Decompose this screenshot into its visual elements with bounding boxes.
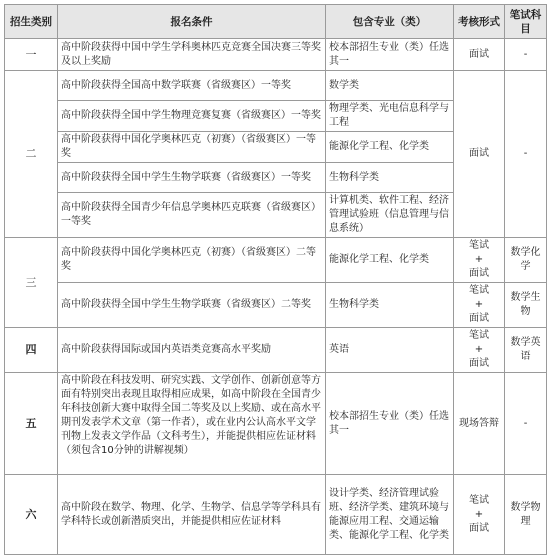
condition-cell: 高中阶段获得全国中学生生物学联赛（省级赛区）二等奖 (58, 283, 326, 328)
exam-plus: + (474, 254, 484, 265)
exam-interview: 面试 (469, 358, 489, 369)
exam-interview: 面试 (469, 313, 489, 324)
table-row (5, 71, 547, 101)
majors-cell: 校本部招生专业（类）任选其一 (326, 39, 454, 71)
majors-cell: 设计学类、经济管理试验班、经济学类、建筑环境与能源应用工程、交通运输类、能源化学工程、化学类 (326, 475, 454, 555)
table-row (5, 238, 547, 283)
majors-cell: 能源化学工程、化学类 (326, 238, 454, 283)
exam-form-cell: 面试 (454, 39, 505, 71)
table-row (5, 39, 547, 71)
exam-interview: 面试 (469, 268, 489, 279)
header-exam-form: 考核形式 (454, 5, 505, 39)
condition-cell: 高中阶段获得全国中学生生物学联赛（省级赛区）一等奖 (58, 163, 326, 193)
header-written-subjects: 笔试科目 (505, 5, 547, 39)
exam-form-cell (454, 328, 505, 373)
table-row (5, 373, 547, 475)
exam-plus: + (474, 508, 484, 520)
written-subjects-cell: 数学生物 (505, 283, 547, 328)
majors-cell: 生物科学类 (326, 283, 454, 328)
majors-cell: 生物科学类 (326, 163, 454, 193)
condition-cell: 高中阶段在科技发明、研究实践、文学创作、创新创意等方面有特别突出表现且取得相应成果，如高中阶段在全国青少年科技创新大赛中取得全国二等奖及以上奖励、或在高水平期刊发表学术文章（第一作者），或在业内公认高水平文学刊物上发表文学作品（文科考生），并能提供相应佐证材料（须包含10分钟的讲解视频） (58, 373, 326, 475)
exam-written: 笔试 (469, 240, 489, 251)
condition-cell: 高中阶段获得中国化学奥林匹克（初赛）（省级赛区）二等奖 (58, 238, 326, 283)
majors-cell: 数学类 (326, 71, 454, 101)
written-subjects-cell: - (505, 39, 547, 71)
majors-cell: 物理学类、光电信息科学与工程 (326, 101, 454, 132)
condition-cell: 高中阶段获得全国中学生物理竞赛复赛（省级赛区）一等奖 (58, 101, 326, 132)
table-row (5, 283, 547, 328)
condition-cell: 高中阶段获得中国化学奥林匹克（初赛）（省级赛区）一等奖 (58, 132, 326, 163)
exam-form-cell (454, 283, 505, 328)
category-cell: 四 (5, 328, 58, 373)
majors-cell: 校本部招生专业（类）任选其一 (326, 373, 454, 475)
header-condition: 报名条件 (58, 5, 326, 39)
majors-cell: 计算机类、软件工程、经济管理试验班（信息管理与信息系统） (326, 193, 454, 238)
category-cell: 六 (5, 475, 58, 555)
condition-cell: 高中阶段获得全国高中数学联赛（省级赛区）一等奖 (58, 71, 326, 101)
written-subjects-cell: 数学物理 (505, 475, 547, 555)
exam-form-cell (454, 238, 505, 283)
header-category: 招生类别 (5, 5, 58, 39)
category-cell: 二 (5, 71, 58, 238)
condition-cell: 高中阶段获得全国青少年信息学奥林匹克联赛（省级赛区）一等奖 (58, 193, 326, 238)
exam-form-cell (454, 475, 505, 555)
exam-plus: + (474, 344, 484, 355)
majors-cell: 能源化学工程、化学类 (326, 132, 454, 163)
exam-written: 笔试 (469, 330, 489, 341)
table-row (5, 328, 547, 373)
category-cell: 三 (5, 238, 58, 328)
condition-cell: 高中阶段获得国际或国内英语类竞赛高水平奖励 (58, 328, 326, 373)
condition-cell: 高中阶段在数学、物理、化学、生物学、信息学等学科具有学科特长或创新潜质突出，并能提供相应佐证材料 (58, 475, 326, 555)
header-majors: 包含专业（类） (326, 5, 454, 39)
written-subjects-cell: - (505, 373, 547, 475)
written-subjects-cell: 数学化学 (505, 238, 547, 283)
admission-table (4, 4, 547, 555)
exam-interview: 面试 (469, 522, 489, 534)
written-subjects-cell: - (505, 71, 547, 238)
majors-cell: 英语 (326, 328, 454, 373)
table-row (5, 475, 547, 555)
category-cell: 一 (5, 39, 58, 71)
table-header-row (5, 5, 547, 39)
category-cell: 五 (5, 373, 58, 475)
exam-written: 笔试 (469, 494, 489, 506)
condition-cell: 高中阶段获得中国中学生学科奥林匹克竞赛全国决赛三等奖及以上奖励 (58, 39, 326, 71)
exam-written: 笔试 (469, 285, 489, 296)
exam-form-cell: 现场答辩 (454, 373, 505, 475)
exam-plus: + (474, 299, 484, 310)
exam-form-cell: 面试 (454, 71, 505, 238)
written-subjects-cell: 数学英语 (505, 328, 547, 373)
